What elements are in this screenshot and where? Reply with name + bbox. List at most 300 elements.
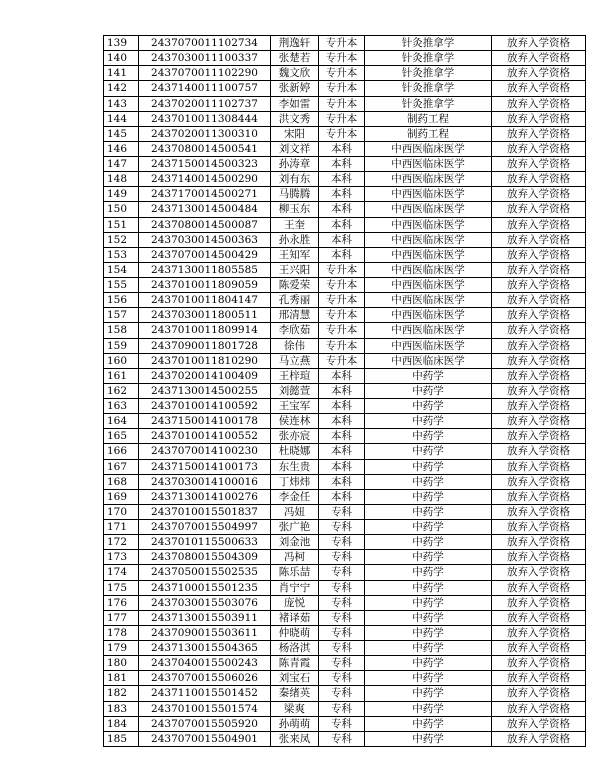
- candidate-id-cell: 2437040015500243: [139, 656, 271, 671]
- candidate-id-cell: 2437070011102734: [139, 36, 271, 51]
- student-name-cell: 侯连林: [271, 414, 319, 429]
- education-level-cell: 专升本: [319, 96, 365, 111]
- status-cell: 放弃入学资格: [492, 610, 586, 625]
- row-number-cell: 157: [104, 308, 139, 323]
- candidate-id-cell: 2437050015502535: [139, 565, 271, 580]
- candidate-id-cell: 2437110015501452: [139, 686, 271, 701]
- education-level-cell: 专升本: [319, 338, 365, 353]
- major-cell: 中西医临床医学: [365, 247, 492, 262]
- major-cell: 中药学: [365, 580, 492, 595]
- student-name-cell: 梁爽: [271, 701, 319, 716]
- row-number-cell: 173: [104, 550, 139, 565]
- major-cell: 中药学: [365, 550, 492, 565]
- table-row: [104, 580, 586, 595]
- row-number-cell: 146: [104, 141, 139, 156]
- candidate-id-cell: 2437130015504365: [139, 641, 271, 656]
- education-level-cell: 专科: [319, 625, 365, 640]
- education-level-cell: 本科: [319, 368, 365, 383]
- status-cell: 放弃入学资格: [492, 444, 586, 459]
- education-level-cell: 本科: [319, 141, 365, 156]
- row-number-cell: 153: [104, 247, 139, 262]
- candidate-id-cell: 2437150014500323: [139, 157, 271, 172]
- candidate-id-cell: 2437080015504309: [139, 550, 271, 565]
- education-level-cell: 专科: [319, 641, 365, 656]
- education-level-cell: 专升本: [319, 353, 365, 368]
- candidate-id-cell: 2437070014100230: [139, 444, 271, 459]
- student-name-cell: 王知军: [271, 247, 319, 262]
- education-level-cell: 专升本: [319, 308, 365, 323]
- table-row: [104, 323, 586, 338]
- table-row: [104, 489, 586, 504]
- student-name-cell: 庞悦: [271, 595, 319, 610]
- table-row: [104, 474, 586, 489]
- status-cell: 放弃入学资格: [492, 323, 586, 338]
- education-level-cell: 本科: [319, 202, 365, 217]
- major-cell: 中西医临床医学: [365, 172, 492, 187]
- student-name-cell: 王宝军: [271, 399, 319, 414]
- student-name-cell: 李欣茹: [271, 323, 319, 338]
- student-name-cell: 冯妞: [271, 504, 319, 519]
- student-name-cell: 洪文秀: [271, 111, 319, 126]
- row-number-cell: 182: [104, 686, 139, 701]
- education-level-cell: 专科: [319, 550, 365, 565]
- student-name-cell: 褚译茹: [271, 610, 319, 625]
- row-number-cell: 159: [104, 338, 139, 353]
- status-cell: 放弃入学资格: [492, 656, 586, 671]
- row-number-cell: 139: [104, 36, 139, 51]
- table-row: [104, 66, 586, 81]
- row-number-cell: 164: [104, 414, 139, 429]
- education-level-cell: 专升本: [319, 111, 365, 126]
- major-cell: 中药学: [365, 686, 492, 701]
- major-cell: 中西医临床医学: [365, 338, 492, 353]
- major-cell: 中药学: [365, 383, 492, 398]
- table-row: [104, 535, 586, 550]
- table-row: [104, 51, 586, 66]
- education-level-cell: 本科: [319, 217, 365, 232]
- student-name-cell: 杜晓娜: [271, 444, 319, 459]
- status-cell: 放弃入学资格: [492, 126, 586, 141]
- status-cell: 放弃入学资格: [492, 520, 586, 535]
- status-cell: 放弃入学资格: [492, 187, 586, 202]
- major-cell: 制药工程: [365, 126, 492, 141]
- candidate-id-cell: 2437010011810290: [139, 353, 271, 368]
- candidate-id-cell: 2437090015503611: [139, 625, 271, 640]
- candidate-id-cell: 2437070015504901: [139, 731, 271, 746]
- student-name-cell: 秦绪英: [271, 686, 319, 701]
- student-name-cell: 张楚若: [271, 51, 319, 66]
- candidate-id-cell: 2437130014500484: [139, 202, 271, 217]
- major-cell: 中西医临床医学: [365, 308, 492, 323]
- table-row: [104, 383, 586, 398]
- status-cell: 放弃入学资格: [492, 368, 586, 383]
- education-level-cell: 专升本: [319, 51, 365, 66]
- status-cell: 放弃入学资格: [492, 232, 586, 247]
- row-number-cell: 165: [104, 429, 139, 444]
- major-cell: 中药学: [365, 671, 492, 686]
- major-cell: 中药学: [365, 368, 492, 383]
- education-level-cell: 本科: [319, 172, 365, 187]
- status-cell: 放弃入学资格: [492, 535, 586, 550]
- education-level-cell: 专升本: [319, 293, 365, 308]
- student-name-cell: 王梓瑄: [271, 368, 319, 383]
- table-row: [104, 293, 586, 308]
- status-cell: 放弃入学资格: [492, 81, 586, 96]
- table-row: [104, 610, 586, 625]
- status-cell: 放弃入学资格: [492, 338, 586, 353]
- candidate-id-cell: 2437070015505920: [139, 716, 271, 731]
- major-cell: 中药学: [365, 610, 492, 625]
- education-level-cell: 专科: [319, 716, 365, 731]
- table-row: [104, 81, 586, 96]
- row-number-cell: 177: [104, 610, 139, 625]
- status-cell: 放弃入学资格: [492, 459, 586, 474]
- student-name-cell: 徐伟: [271, 338, 319, 353]
- education-level-cell: 本科: [319, 489, 365, 504]
- student-name-cell: 马腾腾: [271, 187, 319, 202]
- candidate-id-cell: 2437010011809059: [139, 278, 271, 293]
- table-row: [104, 111, 586, 126]
- status-cell: 放弃入学资格: [492, 247, 586, 262]
- status-cell: 放弃入学资格: [492, 565, 586, 580]
- status-cell: 放弃入学资格: [492, 278, 586, 293]
- status-cell: 放弃入学资格: [492, 641, 586, 656]
- table-row: [104, 671, 586, 686]
- candidate-id-cell: 2437100015501235: [139, 580, 271, 595]
- status-cell: 放弃入学资格: [492, 429, 586, 444]
- status-cell: 放弃入学资格: [492, 504, 586, 519]
- education-level-cell: 本科: [319, 187, 365, 202]
- education-level-cell: 专升本: [319, 278, 365, 293]
- table-row: [104, 126, 586, 141]
- candidate-id-cell: 2437140014500290: [139, 172, 271, 187]
- major-cell: 中药学: [365, 535, 492, 550]
- status-cell: 放弃入学资格: [492, 399, 586, 414]
- candidate-id-cell: 2437150014100178: [139, 414, 271, 429]
- row-number-cell: 142: [104, 81, 139, 96]
- student-name-cell: 孙萌萌: [271, 716, 319, 731]
- row-number-cell: 140: [104, 51, 139, 66]
- student-name-cell: 刘金池: [271, 535, 319, 550]
- student-name-cell: 东生贵: [271, 459, 319, 474]
- status-cell: 放弃入学资格: [492, 157, 586, 172]
- student-name-cell: 张广艳: [271, 520, 319, 535]
- table-body: [104, 36, 586, 747]
- education-level-cell: 专升本: [319, 81, 365, 96]
- education-level-cell: 专科: [319, 610, 365, 625]
- education-level-cell: 专升本: [319, 36, 365, 51]
- status-cell: 放弃入学资格: [492, 701, 586, 716]
- education-level-cell: 专升本: [319, 323, 365, 338]
- row-number-cell: 181: [104, 671, 139, 686]
- student-name-cell: 刘有东: [271, 172, 319, 187]
- education-level-cell: 专科: [319, 520, 365, 535]
- status-cell: 放弃入学资格: [492, 595, 586, 610]
- table-row: [104, 716, 586, 731]
- table-row: [104, 625, 586, 640]
- table-row: [104, 308, 586, 323]
- table-row: [104, 141, 586, 156]
- candidate-id-cell: 2437010011809914: [139, 323, 271, 338]
- row-number-cell: 172: [104, 535, 139, 550]
- row-number-cell: 167: [104, 459, 139, 474]
- major-cell: 中药学: [365, 414, 492, 429]
- candidate-id-cell: 2437020011102737: [139, 96, 271, 111]
- row-number-cell: 150: [104, 202, 139, 217]
- status-cell: 放弃入学资格: [492, 716, 586, 731]
- table-row: [104, 278, 586, 293]
- table-row: [104, 504, 586, 519]
- education-level-cell: 本科: [319, 247, 365, 262]
- education-level-cell: 专科: [319, 731, 365, 746]
- status-cell: 放弃入学资格: [492, 172, 586, 187]
- major-cell: 中药学: [365, 429, 492, 444]
- candidate-id-cell: 2437070015504997: [139, 520, 271, 535]
- candidate-id-cell: 2437030015503076: [139, 595, 271, 610]
- student-name-cell: 柳玉东: [271, 202, 319, 217]
- student-name-cell: 魏文欣: [271, 66, 319, 81]
- row-number-cell: 156: [104, 293, 139, 308]
- row-number-cell: 155: [104, 278, 139, 293]
- status-cell: 放弃入学资格: [492, 414, 586, 429]
- row-number-cell: 149: [104, 187, 139, 202]
- major-cell: 中药学: [365, 504, 492, 519]
- major-cell: 中药学: [365, 444, 492, 459]
- major-cell: 中药学: [365, 625, 492, 640]
- row-number-cell: 161: [104, 368, 139, 383]
- student-name-cell: 肖宁宁: [271, 580, 319, 595]
- education-level-cell: 专升本: [319, 66, 365, 81]
- candidate-id-cell: 2437080014500087: [139, 217, 271, 232]
- education-level-cell: 本科: [319, 429, 365, 444]
- major-cell: 中西医临床医学: [365, 187, 492, 202]
- table-row: [104, 520, 586, 535]
- status-cell: 放弃入学资格: [492, 141, 586, 156]
- row-number-cell: 183: [104, 701, 139, 716]
- table-row: [104, 550, 586, 565]
- student-name-cell: 王奎: [271, 217, 319, 232]
- student-name-cell: 马立燕: [271, 353, 319, 368]
- candidate-id-cell: 2437010015501574: [139, 701, 271, 716]
- candidate-id-cell: 2437070014500429: [139, 247, 271, 262]
- candidate-id-cell: 2437010014100552: [139, 429, 271, 444]
- row-number-cell: 170: [104, 504, 139, 519]
- student-name-cell: 荆逸轩: [271, 36, 319, 51]
- table-row: [104, 338, 586, 353]
- row-number-cell: 179: [104, 641, 139, 656]
- candidate-id-cell: 2437090011801728: [139, 338, 271, 353]
- student-name-cell: 丁炜炜: [271, 474, 319, 489]
- major-cell: 中西医临床医学: [365, 293, 492, 308]
- student-name-cell: 陈乐喆: [271, 565, 319, 580]
- education-level-cell: 本科: [319, 399, 365, 414]
- education-level-cell: 本科: [319, 414, 365, 429]
- table-row: [104, 429, 586, 444]
- row-number-cell: 185: [104, 731, 139, 746]
- major-cell: 中药学: [365, 565, 492, 580]
- row-number-cell: 171: [104, 520, 139, 535]
- row-number-cell: 168: [104, 474, 139, 489]
- status-cell: 放弃入学资格: [492, 686, 586, 701]
- table-row: [104, 444, 586, 459]
- candidate-id-cell: 2437080014500541: [139, 141, 271, 156]
- row-number-cell: 154: [104, 262, 139, 277]
- row-number-cell: 143: [104, 96, 139, 111]
- status-cell: 放弃入学资格: [492, 293, 586, 308]
- status-cell: 放弃入学资格: [492, 66, 586, 81]
- row-number-cell: 145: [104, 126, 139, 141]
- student-name-cell: 刘宝石: [271, 671, 319, 686]
- status-cell: 放弃入学资格: [492, 96, 586, 111]
- table-row: [104, 414, 586, 429]
- major-cell: 中西医临床医学: [365, 262, 492, 277]
- major-cell: 中西医临床医学: [365, 353, 492, 368]
- student-name-cell: 张来凤: [271, 731, 319, 746]
- table-row: [104, 232, 586, 247]
- major-cell: 中药学: [365, 595, 492, 610]
- row-number-cell: 152: [104, 232, 139, 247]
- education-level-cell: 专科: [319, 535, 365, 550]
- candidate-id-cell: 2437070015506026: [139, 671, 271, 686]
- student-name-cell: 张亦宸: [271, 429, 319, 444]
- row-number-cell: 178: [104, 625, 139, 640]
- major-cell: 中西医临床医学: [365, 278, 492, 293]
- student-name-cell: 王兴阳: [271, 262, 319, 277]
- row-number-cell: 175: [104, 580, 139, 595]
- row-number-cell: 166: [104, 444, 139, 459]
- education-level-cell: 专科: [319, 701, 365, 716]
- candidate-id-cell: 2437010015501837: [139, 504, 271, 519]
- status-cell: 放弃入学资格: [492, 111, 586, 126]
- major-cell: 针灸推拿学: [365, 96, 492, 111]
- student-name-cell: 刘懿萱: [271, 383, 319, 398]
- student-name-cell: 孔秀丽: [271, 293, 319, 308]
- major-cell: 中药学: [365, 716, 492, 731]
- candidate-id-cell: 2437010011308444: [139, 111, 271, 126]
- candidate-id-cell: 2437020011300310: [139, 126, 271, 141]
- table-row: [104, 187, 586, 202]
- student-name-cell: 刘文祥: [271, 141, 319, 156]
- education-level-cell: 本科: [319, 474, 365, 489]
- student-name-cell: 孙涛章: [271, 157, 319, 172]
- major-cell: 针灸推拿学: [365, 81, 492, 96]
- row-number-cell: 176: [104, 595, 139, 610]
- education-level-cell: 本科: [319, 383, 365, 398]
- row-number-cell: 169: [104, 489, 139, 504]
- candidate-id-cell: 2437170014500271: [139, 187, 271, 202]
- enrollment-table: [103, 35, 586, 747]
- education-level-cell: 本科: [319, 232, 365, 247]
- major-cell: 中药学: [365, 459, 492, 474]
- table-row: [104, 202, 586, 217]
- education-level-cell: 专升本: [319, 126, 365, 141]
- status-cell: 放弃入学资格: [492, 353, 586, 368]
- status-cell: 放弃入学资格: [492, 51, 586, 66]
- major-cell: 制药工程: [365, 111, 492, 126]
- student-name-cell: 李如雷: [271, 96, 319, 111]
- major-cell: 中西医临床医学: [365, 157, 492, 172]
- candidate-id-cell: 2437140011100757: [139, 81, 271, 96]
- student-name-cell: 杨洛淇: [271, 641, 319, 656]
- major-cell: 针灸推拿学: [365, 36, 492, 51]
- education-level-cell: 专科: [319, 504, 365, 519]
- row-number-cell: 158: [104, 323, 139, 338]
- student-name-cell: 邢清慧: [271, 308, 319, 323]
- table-row: [104, 641, 586, 656]
- candidate-id-cell: 2437030011100337: [139, 51, 271, 66]
- education-level-cell: 专科: [319, 565, 365, 580]
- education-level-cell: 专科: [319, 671, 365, 686]
- education-level-cell: 专科: [319, 656, 365, 671]
- major-cell: 中药学: [365, 489, 492, 504]
- table-row: [104, 247, 586, 262]
- status-cell: 放弃入学资格: [492, 217, 586, 232]
- table-row: [104, 731, 586, 746]
- row-number-cell: 184: [104, 716, 139, 731]
- status-cell: 放弃入学资格: [492, 383, 586, 398]
- major-cell: 中药学: [365, 399, 492, 414]
- student-name-cell: 陈爱荣: [271, 278, 319, 293]
- table-row: [104, 686, 586, 701]
- table-row: [104, 96, 586, 111]
- student-name-cell: 冯柯: [271, 550, 319, 565]
- candidate-id-cell: 2437010011804147: [139, 293, 271, 308]
- table-row: [104, 157, 586, 172]
- row-number-cell: 174: [104, 565, 139, 580]
- table-row: [104, 262, 586, 277]
- table-row: [104, 459, 586, 474]
- education-level-cell: 专升本: [319, 262, 365, 277]
- major-cell: 中西医临床医学: [365, 232, 492, 247]
- row-number-cell: 160: [104, 353, 139, 368]
- candidate-id-cell: 2437020014100409: [139, 368, 271, 383]
- education-level-cell: 本科: [319, 157, 365, 172]
- table-row: [104, 172, 586, 187]
- status-cell: 放弃入学资格: [492, 489, 586, 504]
- table-row: [104, 701, 586, 716]
- student-name-cell: 李金任: [271, 489, 319, 504]
- major-cell: 中药学: [365, 520, 492, 535]
- student-name-cell: 张新婷: [271, 81, 319, 96]
- status-cell: 放弃入学资格: [492, 550, 586, 565]
- candidate-id-cell: 2437130014100276: [139, 489, 271, 504]
- candidate-id-cell: 2437030014500363: [139, 232, 271, 247]
- status-cell: 放弃入学资格: [492, 262, 586, 277]
- candidate-id-cell: 2437030014100016: [139, 474, 271, 489]
- row-number-cell: 162: [104, 383, 139, 398]
- education-level-cell: 本科: [319, 459, 365, 474]
- row-number-cell: 144: [104, 111, 139, 126]
- status-cell: 放弃入学资格: [492, 625, 586, 640]
- status-cell: 放弃入学资格: [492, 474, 586, 489]
- candidate-id-cell: 2437130014500255: [139, 383, 271, 398]
- status-cell: 放弃入学资格: [492, 36, 586, 51]
- candidate-id-cell: 2437070011102290: [139, 66, 271, 81]
- education-level-cell: 专科: [319, 686, 365, 701]
- row-number-cell: 141: [104, 66, 139, 81]
- candidate-id-cell: 2437010014100592: [139, 399, 271, 414]
- status-cell: 放弃入学资格: [492, 731, 586, 746]
- major-cell: 中西医临床医学: [365, 323, 492, 338]
- status-cell: 放弃入学资格: [492, 580, 586, 595]
- candidate-id-cell: 2437150014100173: [139, 459, 271, 474]
- row-number-cell: 180: [104, 656, 139, 671]
- education-level-cell: 专科: [319, 580, 365, 595]
- student-name-cell: 宋阳: [271, 126, 319, 141]
- table-row: [104, 595, 586, 610]
- table-row: [104, 656, 586, 671]
- candidate-id-cell: 2437130011805585: [139, 262, 271, 277]
